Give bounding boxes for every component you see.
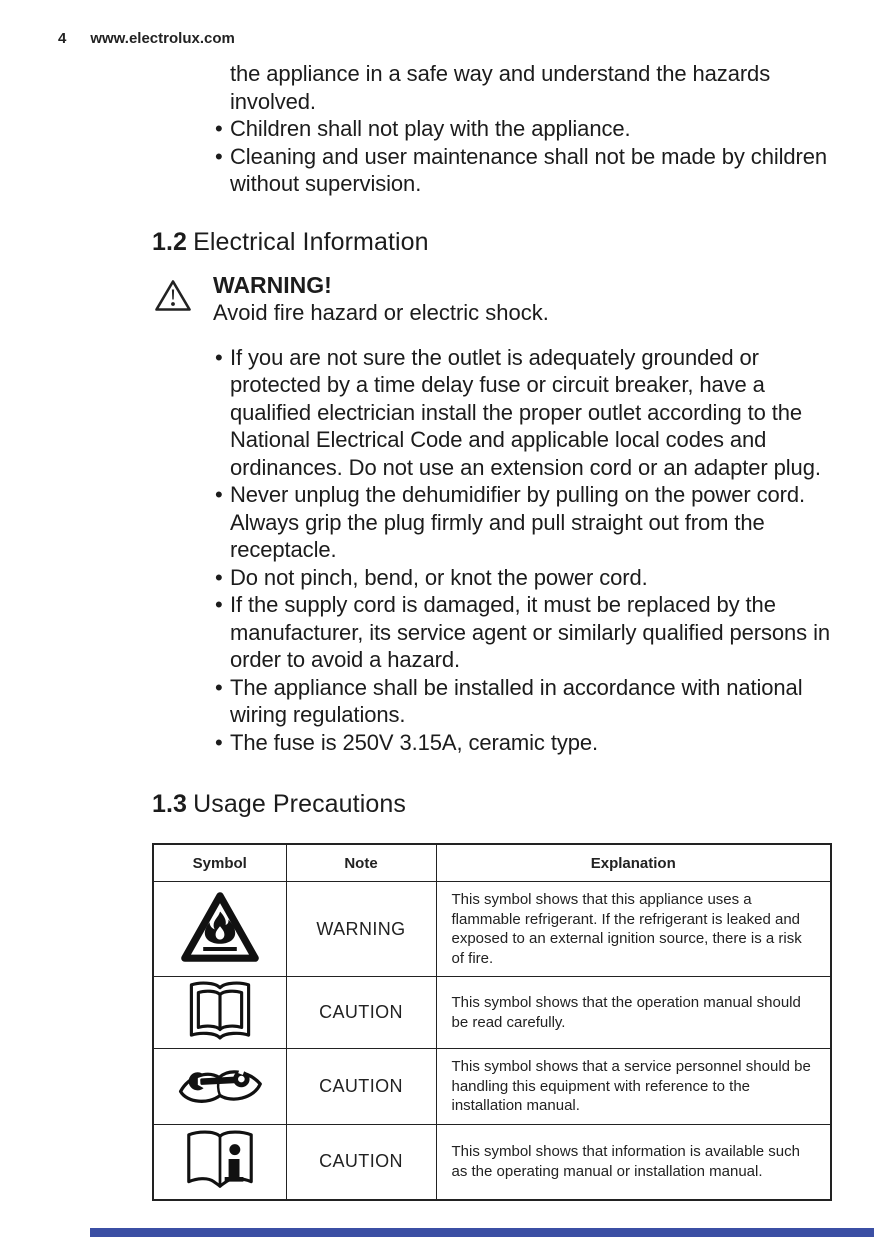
intro-bullet-list <box>152 115 834 198</box>
list-item: • If the supply cord is damaged, it must be replaced by the manufacturer, its service agent or similarly qualified persons in order to avoid a hazard. <box>215 591 834 674</box>
service-personnel-manual-icon <box>174 1100 266 1117</box>
table-row <box>153 882 831 977</box>
explanation-cell: This symbol shows that a service personnel should be handling this equipment with reference to the installation manual. <box>436 1049 831 1125</box>
explanation-cell: This symbol shows that the operation manual should be read carefully. <box>436 977 831 1049</box>
column-header-explanation: Explanation <box>436 844 831 882</box>
table-row <box>153 1049 831 1125</box>
section-heading-usage <box>152 790 834 819</box>
note-cell: WARNING <box>286 882 436 977</box>
explanation-cell: This symbol shows that this appliance uses a flammable refrigerant. If the refrigerant is leaked and exposed to an external ignition source, there is a risk of fire. <box>436 882 831 977</box>
section-title: Usage Precautions <box>193 790 406 818</box>
symbol-cell <box>153 977 286 1049</box>
information-available-icon <box>180 1178 260 1195</box>
symbol-cell <box>153 882 286 977</box>
list-item: • Never unplug the dehumidifier by pulling on the power cord. Always grip the plug firmly and pull straight out from the receptacle. <box>215 481 834 564</box>
symbol-cell <box>153 1124 286 1200</box>
section-heading-electrical <box>152 228 834 257</box>
intro-continuation: the appliance in a safe way and understand the hazards involved. <box>230 61 771 114</box>
warning-triangle-icon <box>154 278 192 318</box>
column-header-symbol: Symbol <box>153 844 286 882</box>
section-title: Electrical Information <box>193 227 429 256</box>
electrical-bullet-list <box>152 344 834 757</box>
site-url: www.electrolux.com <box>90 30 235 47</box>
section-number: 1.2 <box>152 227 188 256</box>
note-cell: CAUTION <box>286 977 436 1049</box>
note-cell: CAUTION <box>286 1049 436 1125</box>
note-cell: CAUTION <box>286 1124 436 1200</box>
warning-message: Avoid fire hazard or electric shock. <box>213 299 549 325</box>
table-header-row <box>153 844 831 882</box>
section-number: 1.3 <box>152 790 188 818</box>
flammable-refrigerant-warning-icon <box>180 950 260 967</box>
precautions-table <box>152 843 832 1201</box>
list-item: • Children shall not play with the appliance. <box>215 115 834 143</box>
list-item: • If you are not sure the outlet is adequately grounded or protected by a time delay fuse or circuit breaker, have a qualified electrician install the proper outlet according to the National Electrical Code and applicable local codes and ordinances. Do not use an extension cord or an adapter plug. <box>215 344 834 482</box>
column-header-note: Note <box>286 844 436 882</box>
list-item: • The fuse is 250V 3.15A, ceramic type. <box>215 729 834 757</box>
footer-accent-bar <box>90 1228 874 1237</box>
table-row <box>153 1124 831 1200</box>
warning-label: WARNING! <box>213 271 332 298</box>
list-item: • The appliance shall be installed in accordance with national wiring regulations. <box>215 674 834 729</box>
list-item: • Cleaning and user maintenance shall not be made by children without supervision. <box>215 143 834 198</box>
page-number: 4 <box>58 30 67 47</box>
read-operation-manual-icon <box>185 1027 255 1044</box>
warning-text <box>213 271 549 326</box>
warning-block <box>154 271 834 326</box>
page-header <box>58 30 235 47</box>
list-item: • Do not pinch, bend, or knot the power cord. <box>215 564 834 592</box>
explanation-cell: This symbol shows that information is available such as the operating manual or installation manual. <box>436 1124 831 1200</box>
symbol-cell <box>153 1049 286 1125</box>
page-content <box>152 60 834 1201</box>
table-row <box>153 977 831 1049</box>
